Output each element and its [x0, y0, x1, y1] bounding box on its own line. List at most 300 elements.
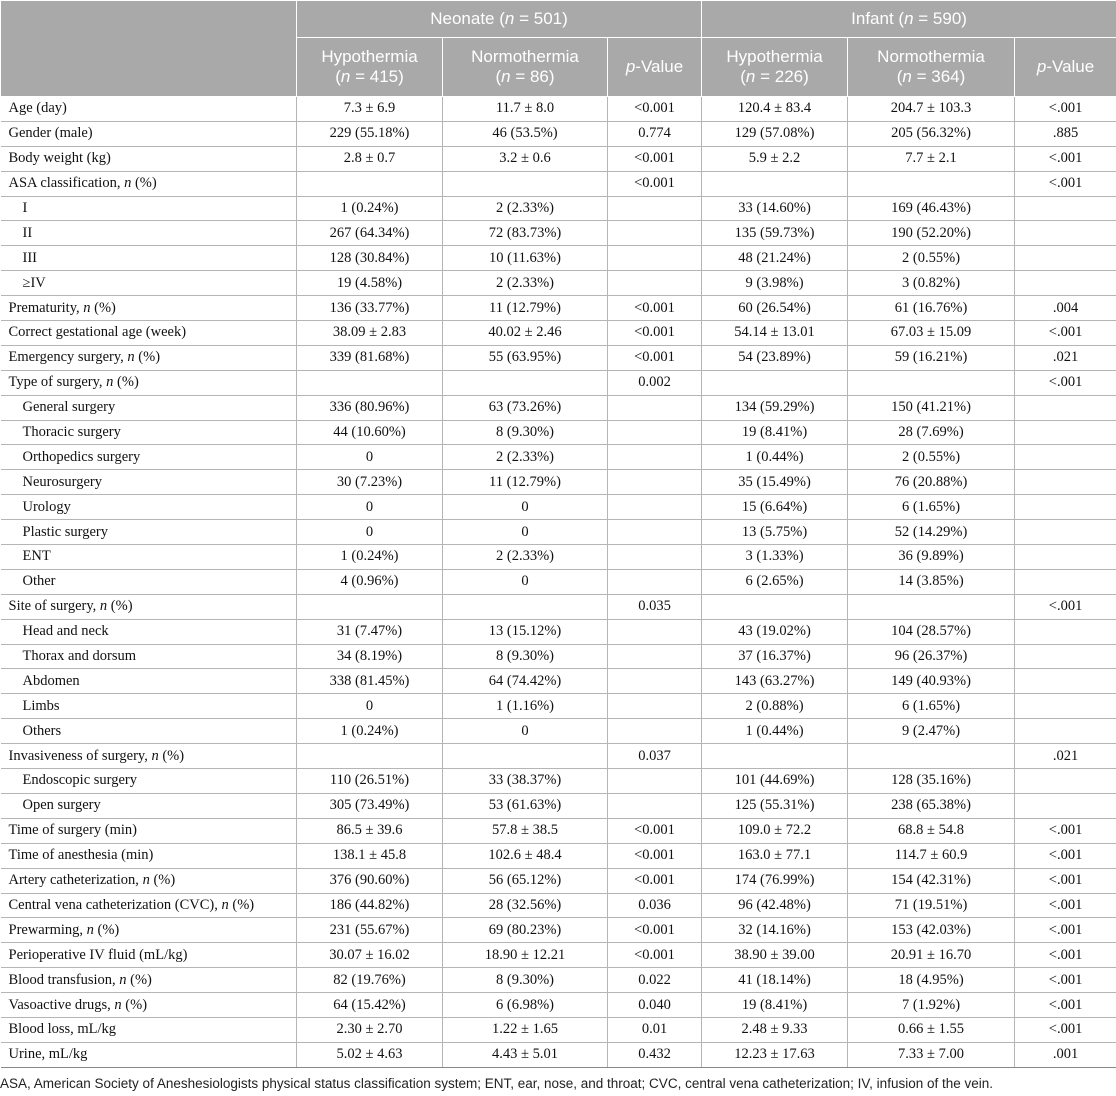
table-cell: 1 (0.24%): [297, 196, 443, 221]
table-cell: 0: [443, 569, 608, 594]
table-cell: 54 (23.89%): [702, 345, 848, 370]
row-label: ASA classification, n (%): [1, 171, 297, 196]
table-cell: <.001: [1015, 993, 1116, 1018]
row-label: Blood transfusion, n (%): [1, 968, 297, 993]
table-cell: 267 (64.34%): [297, 221, 443, 246]
table-cell: 138.1 ± 45.8: [297, 843, 443, 868]
table-cell: [443, 171, 608, 196]
table-row: [1, 793, 1116, 818]
table-row: [1, 594, 1116, 619]
table-cell: <0.001: [608, 171, 702, 196]
row-label: I: [1, 196, 297, 221]
table-cell: 36 (9.89%): [848, 545, 1015, 570]
table-row: [1, 345, 1116, 370]
table-body: [1, 97, 1116, 1068]
table-cell: 19 (8.41%): [702, 993, 848, 1018]
table-cell: [702, 370, 848, 395]
table-cell: 28 (32.56%): [443, 893, 608, 918]
table-cell: [1015, 221, 1116, 246]
table-row: [1, 420, 1116, 445]
row-label: Plastic surgery: [1, 520, 297, 545]
row-label: Neurosurgery: [1, 470, 297, 495]
header-col-neonate-pvalue: p-Value: [608, 38, 702, 97]
table-cell: [443, 744, 608, 769]
table-cell: [443, 370, 608, 395]
table-cell: <0.001: [608, 321, 702, 346]
table-cell: 338 (81.45%): [297, 669, 443, 694]
table-row: [1, 121, 1116, 146]
table-cell: 6 (1.65%): [848, 694, 1015, 719]
table-cell: <.001: [1015, 893, 1116, 918]
table-row: [1, 918, 1116, 943]
table-cell: 6 (6.98%): [443, 993, 608, 1018]
table-cell: 1 (0.24%): [297, 719, 443, 744]
table-cell: <.001: [1015, 943, 1116, 968]
table-cell: 4.43 ± 5.01: [443, 1042, 608, 1067]
table-cell: 154 (42.31%): [848, 868, 1015, 893]
table-cell: <.001: [1015, 818, 1116, 843]
table-cell: 31 (7.47%): [297, 619, 443, 644]
table-cell: 129 (57.08%): [702, 121, 848, 146]
table-cell: [443, 594, 608, 619]
table-cell: <0.001: [608, 918, 702, 943]
table-row: [1, 943, 1116, 968]
table-cell: 120.4 ± 83.4: [702, 97, 848, 122]
row-label: Correct gestational age (week): [1, 321, 297, 346]
table-cell: 5.02 ± 4.63: [297, 1042, 443, 1067]
table-cell: [702, 744, 848, 769]
header-group-infant: Infant (n = 590): [702, 1, 1116, 38]
table-row: [1, 171, 1116, 196]
row-label: Gender (male): [1, 121, 297, 146]
table-cell: [608, 196, 702, 221]
table-cell: .021: [1015, 345, 1116, 370]
table-row: [1, 694, 1116, 719]
table-cell: [1015, 470, 1116, 495]
table-cell: 128 (35.16%): [848, 769, 1015, 794]
table-cell: 9 (2.47%): [848, 719, 1015, 744]
table-row: [1, 669, 1116, 694]
header-col-infant-pvalue: p-Value: [1015, 38, 1116, 97]
table-cell: 57.8 ± 38.5: [443, 818, 608, 843]
table-cell: .001: [1015, 1042, 1116, 1067]
table-cell: 19 (4.58%): [297, 271, 443, 296]
table-cell: 101 (44.69%): [702, 769, 848, 794]
table-cell: <.001: [1015, 370, 1116, 395]
table-cell: 76 (20.88%): [848, 470, 1015, 495]
table-cell: 128 (30.84%): [297, 246, 443, 271]
table-cell: 40.02 ± 2.46: [443, 321, 608, 346]
table-cell: 30 (7.23%): [297, 470, 443, 495]
table-cell: 20.91 ± 16.70: [848, 943, 1015, 968]
table-cell: 28 (7.69%): [848, 420, 1015, 445]
row-label: Urine, mL/kg: [1, 1042, 297, 1067]
table-cell: [608, 246, 702, 271]
table-cell: <0.001: [608, 868, 702, 893]
row-label: Site of surgery, n (%): [1, 594, 297, 619]
table-cell: <0.001: [608, 97, 702, 122]
table-cell: 2 (2.33%): [443, 445, 608, 470]
table-cell: 69 (80.23%): [443, 918, 608, 943]
table-cell: 33 (38.37%): [443, 769, 608, 794]
table-cell: 3 (1.33%): [702, 545, 848, 570]
table-cell: 0.037: [608, 744, 702, 769]
table-row: [1, 843, 1116, 868]
table-cell: 169 (46.43%): [848, 196, 1015, 221]
table-cell: 63 (73.26%): [443, 395, 608, 420]
table-cell: [608, 569, 702, 594]
table-cell: 1 (0.44%): [702, 719, 848, 744]
table-cell: [848, 594, 1015, 619]
table-row: [1, 893, 1116, 918]
table-cell: 336 (80.96%): [297, 395, 443, 420]
table-cell: 149 (40.93%): [848, 669, 1015, 694]
table-cell: 231 (55.67%): [297, 918, 443, 943]
table-cell: 11.7 ± 8.0: [443, 97, 608, 122]
table-cell: 125 (55.31%): [702, 793, 848, 818]
table-cell: 7.3 ± 6.9: [297, 97, 443, 122]
table-cell: 8 (9.30%): [443, 420, 608, 445]
header-corner: [1, 1, 297, 97]
table-cell: <.001: [1015, 594, 1116, 619]
row-label: Perioperative IV fluid (mL/kg): [1, 943, 297, 968]
table-cell: [608, 545, 702, 570]
table-row: [1, 370, 1116, 395]
table-cell: 114.7 ± 60.9: [848, 843, 1015, 868]
table-cell: 0.66 ± 1.55: [848, 1017, 1015, 1042]
table-cell: [608, 221, 702, 246]
table-row: [1, 296, 1116, 321]
row-label: Others: [1, 719, 297, 744]
table-cell: 1 (0.44%): [702, 445, 848, 470]
table-cell: 0: [443, 495, 608, 520]
table-row: [1, 1042, 1116, 1067]
row-label: Orthopedics surgery: [1, 445, 297, 470]
row-label: III: [1, 246, 297, 271]
table-cell: [1015, 694, 1116, 719]
table-cell: 67.03 ± 15.09: [848, 321, 1015, 346]
table-cell: [1015, 445, 1116, 470]
table-cell: 0.002: [608, 370, 702, 395]
table-cell: 59 (16.21%): [848, 345, 1015, 370]
table-cell: 46 (53.5%): [443, 121, 608, 146]
table-cell: 64 (15.42%): [297, 993, 443, 1018]
row-label: Thorax and dorsum: [1, 644, 297, 669]
table-row: [1, 271, 1116, 296]
table-cell: 38.90 ± 39.00: [702, 943, 848, 968]
table-cell: <0.001: [608, 345, 702, 370]
table-cell: [608, 445, 702, 470]
table-cell: 1 (1.16%): [443, 694, 608, 719]
table-cell: 2.48 ± 9.33: [702, 1017, 848, 1042]
table-cell: 104 (28.57%): [848, 619, 1015, 644]
table-header: [1, 1, 1116, 97]
row-label: Age (day): [1, 97, 297, 122]
table-cell: 0: [443, 520, 608, 545]
table-cell: 8 (9.30%): [443, 968, 608, 993]
table-cell: 238 (65.38%): [848, 793, 1015, 818]
table-cell: 102.6 ± 48.4: [443, 843, 608, 868]
row-label: Limbs: [1, 694, 297, 719]
table-cell: <.001: [1015, 1017, 1116, 1042]
table-cell: [1015, 669, 1116, 694]
table-cell: 0.040: [608, 993, 702, 1018]
table-cell: 43 (19.02%): [702, 619, 848, 644]
table-row: [1, 868, 1116, 893]
table-cell: 44 (10.60%): [297, 420, 443, 445]
table-cell: 96 (26.37%): [848, 644, 1015, 669]
table-cell: <0.001: [608, 818, 702, 843]
table-cell: [702, 171, 848, 196]
table-cell: .021: [1015, 744, 1116, 769]
table-cell: [608, 719, 702, 744]
table-cell: 56 (65.12%): [443, 868, 608, 893]
table-cell: 7 (1.92%): [848, 993, 1015, 1018]
table-cell: 110 (26.51%): [297, 769, 443, 794]
table-cell: [608, 470, 702, 495]
table-cell: 229 (55.18%): [297, 121, 443, 146]
table-cell: 305 (73.49%): [297, 793, 443, 818]
table-cell: 10 (11.63%): [443, 246, 608, 271]
row-label: Prematurity, n (%): [1, 296, 297, 321]
table-cell: 11 (12.79%): [443, 296, 608, 321]
table-cell: [1015, 395, 1116, 420]
table-cell: 0: [297, 495, 443, 520]
table-cell: 0.035: [608, 594, 702, 619]
table-cell: 143 (63.27%): [702, 669, 848, 694]
table-cell: 109.0 ± 72.2: [702, 818, 848, 843]
table-cell: <0.001: [608, 843, 702, 868]
table-row: [1, 993, 1116, 1018]
table-cell: [608, 769, 702, 794]
row-label: Open surgery: [1, 793, 297, 818]
header-col-infant-hypothermia: Hypothermia (n = 226): [702, 38, 848, 97]
table-cell: [608, 694, 702, 719]
table-cell: 174 (76.99%): [702, 868, 848, 893]
table-cell: 0: [297, 520, 443, 545]
table-cell: [608, 495, 702, 520]
table-cell: 3 (0.82%): [848, 271, 1015, 296]
table-cell: [297, 594, 443, 619]
row-label: Type of surgery, n (%): [1, 370, 297, 395]
table-cell: 48 (21.24%): [702, 246, 848, 271]
table-row: [1, 744, 1116, 769]
table-cell: [608, 793, 702, 818]
table-cell: 13 (5.75%): [702, 520, 848, 545]
table-cell: [1015, 719, 1116, 744]
table-row: [1, 470, 1116, 495]
table-row: [1, 221, 1116, 246]
table-cell: 0: [297, 445, 443, 470]
table-cell: <.001: [1015, 868, 1116, 893]
table-cell: [297, 744, 443, 769]
table-cell: 2 (0.88%): [702, 694, 848, 719]
table-cell: 18.90 ± 12.21: [443, 943, 608, 968]
table-cell: 61 (16.76%): [848, 296, 1015, 321]
table-cell: 38.09 ± 2.83: [297, 321, 443, 346]
header-col-infant-normothermia: Normothermia (n = 364): [848, 38, 1015, 97]
row-label: Central vena catheterization (CVC), n (%): [1, 893, 297, 918]
table-cell: 134 (59.29%): [702, 395, 848, 420]
row-label: Emergency surgery, n (%): [1, 345, 297, 370]
table-cell: 163.0 ± 77.1: [702, 843, 848, 868]
table-cell: 12.23 ± 17.63: [702, 1042, 848, 1067]
table-row: [1, 619, 1116, 644]
table-cell: 186 (44.82%): [297, 893, 443, 918]
row-label: Endoscopic surgery: [1, 769, 297, 794]
table-cell: 0: [297, 694, 443, 719]
table-cell: [1015, 644, 1116, 669]
table-cell: [1015, 769, 1116, 794]
row-label: Other: [1, 569, 297, 594]
table-cell: [1015, 619, 1116, 644]
row-label: Thoracic surgery: [1, 420, 297, 445]
table-cell: [297, 370, 443, 395]
table-row: [1, 545, 1116, 570]
table-row: [1, 445, 1116, 470]
table-cell: <0.001: [608, 943, 702, 968]
row-label: ENT: [1, 545, 297, 570]
table-cell: 34 (8.19%): [297, 644, 443, 669]
table-cell: 0.036: [608, 893, 702, 918]
table-row: [1, 495, 1116, 520]
table-cell: <.001: [1015, 918, 1116, 943]
table-cell: [1015, 420, 1116, 445]
table-cell: <.001: [1015, 97, 1116, 122]
table-cell: <0.001: [608, 146, 702, 171]
table-cell: 11 (12.79%): [443, 470, 608, 495]
table-cell: 7.33 ± 7.00: [848, 1042, 1015, 1067]
table-cell: .885: [1015, 121, 1116, 146]
row-label: Invasiveness of surgery, n (%): [1, 744, 297, 769]
header-col-neonate-normothermia: Normothermia (n = 86): [443, 38, 608, 97]
table-cell: <0.001: [608, 296, 702, 321]
table-cell: 135 (59.73%): [702, 221, 848, 246]
table-cell: 150 (41.21%): [848, 395, 1015, 420]
table-row: [1, 569, 1116, 594]
table-row: [1, 146, 1116, 171]
table-cell: 68.8 ± 54.8: [848, 818, 1015, 843]
table-cell: [608, 420, 702, 445]
row-label: Urology: [1, 495, 297, 520]
table-cell: 2.8 ± 0.7: [297, 146, 443, 171]
table-cell: 0: [443, 719, 608, 744]
row-label: Artery catheterization, n (%): [1, 868, 297, 893]
row-label: Prewarming, n (%): [1, 918, 297, 943]
table-row: [1, 97, 1116, 122]
table-cell: 376 (90.60%): [297, 868, 443, 893]
table-cell: 6 (2.65%): [702, 569, 848, 594]
table-cell: [1015, 495, 1116, 520]
table-cell: 86.5 ± 39.6: [297, 818, 443, 843]
table-cell: [608, 395, 702, 420]
row-label: ≥IV: [1, 271, 297, 296]
table-cell: [1015, 246, 1116, 271]
table-cell: 53 (61.63%): [443, 793, 608, 818]
table-cell: [608, 271, 702, 296]
table-cell: [297, 171, 443, 196]
table-cell: 4 (0.96%): [297, 569, 443, 594]
table-cell: 0.022: [608, 968, 702, 993]
table-cell: [1015, 569, 1116, 594]
table-cell: 32 (14.16%): [702, 918, 848, 943]
table-row: [1, 321, 1116, 346]
table-cell: 2 (0.55%): [848, 445, 1015, 470]
table-cell: 14 (3.85%): [848, 569, 1015, 594]
table-cell: 55 (63.95%): [443, 345, 608, 370]
table-cell: [608, 669, 702, 694]
table-cell: <.001: [1015, 146, 1116, 171]
table-cell: 2 (2.33%): [443, 545, 608, 570]
table-cell: 2 (2.33%): [443, 271, 608, 296]
row-label: General surgery: [1, 395, 297, 420]
table-row: [1, 520, 1116, 545]
table-cell: 204.7 ± 103.3: [848, 97, 1015, 122]
table-cell: 41 (18.14%): [702, 968, 848, 993]
table-row: [1, 246, 1116, 271]
table-row: [1, 196, 1116, 221]
table-cell: 153 (42.03%): [848, 918, 1015, 943]
table-cell: [1015, 545, 1116, 570]
table-cell: 5.9 ± 2.2: [702, 146, 848, 171]
table-cell: 54.14 ± 13.01: [702, 321, 848, 346]
table-cell: [702, 594, 848, 619]
table-cell: [1015, 520, 1116, 545]
table-cell: [848, 171, 1015, 196]
table-cell: 0.432: [608, 1042, 702, 1067]
table-cell: 15 (6.64%): [702, 495, 848, 520]
table-row: [1, 644, 1116, 669]
row-label: Blood loss, mL/kg: [1, 1017, 297, 1042]
table-row: [1, 818, 1116, 843]
table-cell: 1 (0.24%): [297, 545, 443, 570]
table-cell: 96 (42.48%): [702, 893, 848, 918]
table-cell: [608, 619, 702, 644]
table-cell: <.001: [1015, 843, 1116, 868]
table-cell: 71 (19.51%): [848, 893, 1015, 918]
table-cell: 37 (16.37%): [702, 644, 848, 669]
table-cell: 13 (15.12%): [443, 619, 608, 644]
table-cell: [848, 744, 1015, 769]
table-cell: [1015, 793, 1116, 818]
row-label: Head and neck: [1, 619, 297, 644]
table-cell: .004: [1015, 296, 1116, 321]
table-cell: 7.7 ± 2.1: [848, 146, 1015, 171]
table-cell: 1.22 ± 1.65: [443, 1017, 608, 1042]
table-cell: 0.774: [608, 121, 702, 146]
table-cell: 8 (9.30%): [443, 644, 608, 669]
table-cell: 9 (3.98%): [702, 271, 848, 296]
row-label: Abdomen: [1, 669, 297, 694]
table-cell: 2 (0.55%): [848, 246, 1015, 271]
table-cell: 52 (14.29%): [848, 520, 1015, 545]
table-row: [1, 968, 1116, 993]
table-cell: [848, 370, 1015, 395]
table-row: [1, 395, 1116, 420]
table-cell: 30.07 ± 16.02: [297, 943, 443, 968]
table-cell: 205 (56.32%): [848, 121, 1015, 146]
table-row: [1, 1017, 1116, 1042]
header-col-neonate-hypothermia: Hypothermia (n = 415): [297, 38, 443, 97]
table-cell: 6 (1.65%): [848, 495, 1015, 520]
table-cell: <.001: [1015, 171, 1116, 196]
table-cell: 19 (8.41%): [702, 420, 848, 445]
table-cell: 190 (52.20%): [848, 221, 1015, 246]
table-cell: 18 (4.95%): [848, 968, 1015, 993]
table-cell: [608, 644, 702, 669]
table-cell: 82 (19.76%): [297, 968, 443, 993]
table-cell: 2 (2.33%): [443, 196, 608, 221]
